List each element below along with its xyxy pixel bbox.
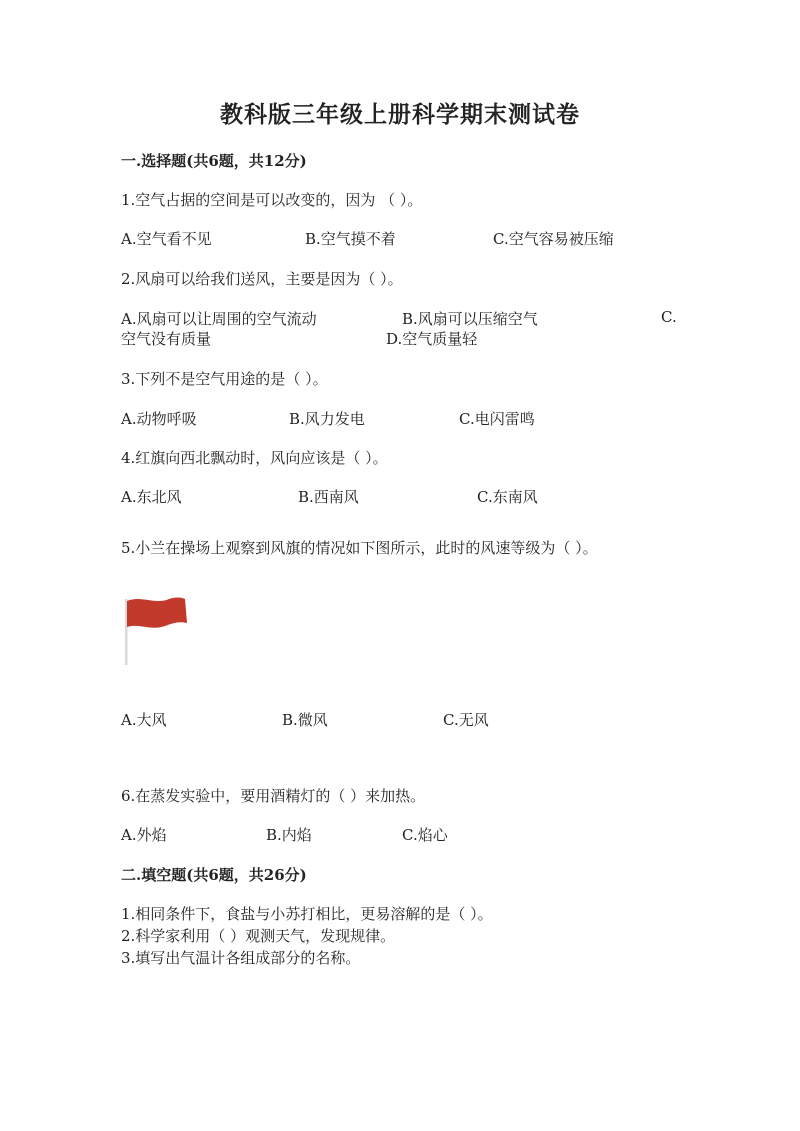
question-1: 1.空气占据的空间是可以改变的，因为 （ ）。 xyxy=(121,191,423,209)
option-5b: B.微风 xyxy=(282,711,328,729)
option-3b: B.风力发电 xyxy=(289,410,365,428)
question-5: 5.小兰在操场上观察到风旗的情况如下图所示，此时的风速等级为（ ）。 xyxy=(121,539,598,557)
option-2a: A.风扇可以让周围的空气流动 xyxy=(121,310,317,328)
option-2c-text: 空气没有质量 xyxy=(121,330,212,348)
fill-question-2: 2.科学家利用（ ）观测天气，发现规律。 xyxy=(121,927,396,945)
question-3: 3.下列不是空气用途的是（ ）。 xyxy=(121,370,328,388)
option-6a: A.外焰 xyxy=(121,826,167,844)
fill-question-3: 3.填写出气温计各组成部分的名称。 xyxy=(121,949,361,967)
section-heading-fill: 二.填空题(共6题，共26分) xyxy=(121,866,307,884)
option-3c: C.电闪雷鸣 xyxy=(459,410,535,428)
red-flag-image xyxy=(121,593,191,668)
option-4a: A.东北风 xyxy=(121,488,182,506)
question-2: 2.风扇可以给我们送风，主要是因为（ ）。 xyxy=(121,270,403,288)
option-4b: B.西南风 xyxy=(298,488,359,506)
option-3a: A.动物呼吸 xyxy=(121,410,197,428)
page-title: 教科版三年级上册科学期末测试卷 xyxy=(220,101,580,128)
flag-cloth xyxy=(127,598,187,628)
option-5a: A.大风 xyxy=(121,711,167,729)
section-heading-choice: 一.选择题(共6题，共12分) xyxy=(121,152,307,170)
question-4: 4.红旗向西北飘动时，风向应该是（ ）。 xyxy=(121,449,388,467)
option-1b: B.空气摸不着 xyxy=(305,230,396,248)
option-6c: C.焰心 xyxy=(402,826,448,844)
option-4c: C.东南风 xyxy=(477,488,538,506)
question-6: 6.在蒸发实验中，要用酒精灯的（ ）来加热。 xyxy=(121,787,426,805)
fill-question-1: 1.相同条件下，食盐与小苏打相比，更易溶解的是（ ）。 xyxy=(121,905,493,923)
option-5c: C.无风 xyxy=(443,711,489,729)
option-6b: B.内焰 xyxy=(266,826,312,844)
option-2c: C. xyxy=(661,308,677,326)
option-1a: A.空气看不见 xyxy=(121,230,212,248)
option-1c: C.空气容易被压缩 xyxy=(493,230,614,248)
option-2d: D.空气质量轻 xyxy=(386,330,478,348)
option-2b: B.风扇可以压缩空气 xyxy=(402,310,538,328)
